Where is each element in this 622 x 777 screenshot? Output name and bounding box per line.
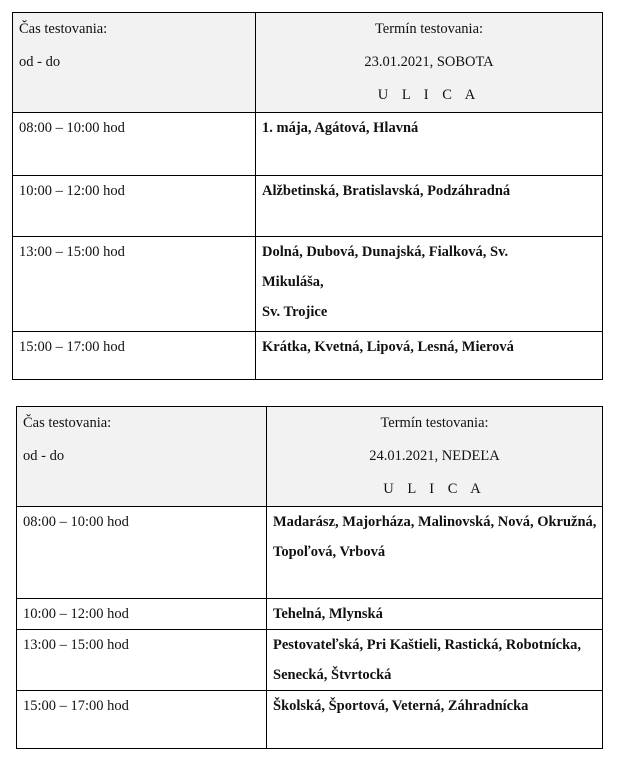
table-row bbox=[13, 237, 603, 332]
time-cell bbox=[13, 237, 256, 332]
time-value: 08:00 – 10:00 hod bbox=[23, 514, 129, 530]
streets-value: Krátka, Kvetná, Lipová, Lesná, Mierová bbox=[262, 339, 514, 355]
time-value: 15:00 – 17:00 hod bbox=[19, 339, 125, 355]
streets-cell bbox=[256, 332, 603, 380]
time-cell bbox=[17, 599, 267, 630]
table-row bbox=[13, 332, 603, 380]
schedule-table-sunday bbox=[16, 406, 603, 749]
streets-value: Školská, Športová, Veterná, Záhradnícka bbox=[273, 698, 529, 714]
streets-cell bbox=[267, 599, 603, 630]
time-cell bbox=[13, 176, 256, 237]
table-row bbox=[17, 691, 603, 749]
time-cell bbox=[17, 691, 267, 749]
streets-cell bbox=[256, 237, 603, 332]
time-value: 13:00 – 15:00 hod bbox=[19, 244, 125, 260]
streets-value-extra: Sv. Trojice bbox=[262, 304, 328, 320]
term-label: Termín testovania: bbox=[374, 21, 484, 37]
time-value: 13:00 – 15:00 hod bbox=[23, 637, 129, 653]
time-header-cell bbox=[13, 13, 256, 113]
table-row bbox=[13, 113, 603, 176]
time-cell bbox=[13, 332, 256, 380]
time-value: 10:00 – 12:00 hod bbox=[23, 606, 129, 622]
streets-cell bbox=[256, 113, 603, 176]
streets-value: Madarász, Majorháza, Malinovská, Nová, Okružná, Topoľová, Vrbová bbox=[273, 514, 597, 560]
table-row bbox=[17, 599, 603, 630]
streets-cell bbox=[256, 176, 603, 237]
schedule-table-saturday bbox=[12, 12, 603, 380]
range-label: od - do bbox=[19, 54, 61, 70]
time-value: 08:00 – 10:00 hod bbox=[19, 120, 125, 136]
streets-value: 1. mája, Agátová, Hlavná bbox=[262, 120, 419, 136]
time-header-cell bbox=[17, 407, 267, 507]
streets-value: Alžbetinská, Bratislavská, Podzáhradná bbox=[262, 183, 511, 199]
streets-cell bbox=[267, 691, 603, 749]
table-row bbox=[17, 507, 603, 599]
date-label: 24.01.2021, NEDEĽA bbox=[369, 448, 500, 464]
term-label: Termín testovania: bbox=[380, 415, 489, 431]
time-value: 10:00 – 12:00 hod bbox=[19, 183, 125, 199]
street-label: U L I C A bbox=[383, 481, 486, 497]
date-label: 23.01.2021, SOBOTA bbox=[364, 54, 494, 70]
table-header-row bbox=[17, 407, 603, 507]
streets-cell bbox=[267, 630, 603, 691]
table-row bbox=[13, 176, 603, 237]
streets-value: Pestovateľská, Pri Kaštieli, Rastická, Robotnícka, Senecká, Štvrtocká bbox=[273, 637, 582, 683]
term-header-cell bbox=[267, 407, 603, 507]
time-cell bbox=[13, 113, 256, 176]
term-header-cell bbox=[256, 13, 603, 113]
time-label: Čas testovania: bbox=[23, 415, 112, 431]
streets-value: Tehelná, Mlynská bbox=[273, 606, 383, 622]
table-row bbox=[17, 630, 603, 691]
streets-cell bbox=[267, 507, 603, 599]
time-cell bbox=[17, 630, 267, 691]
table-header-row bbox=[13, 13, 603, 113]
time-cell bbox=[17, 507, 267, 599]
streets-value: Dolná, Dubová, Dunajská, Fialková, Sv. Mikuláša, bbox=[262, 244, 509, 290]
range-label: od - do bbox=[23, 448, 65, 464]
street-label: U L I C A bbox=[377, 87, 481, 103]
time-label: Čas testovania: bbox=[19, 21, 108, 37]
time-value: 15:00 – 17:00 hod bbox=[23, 698, 129, 714]
